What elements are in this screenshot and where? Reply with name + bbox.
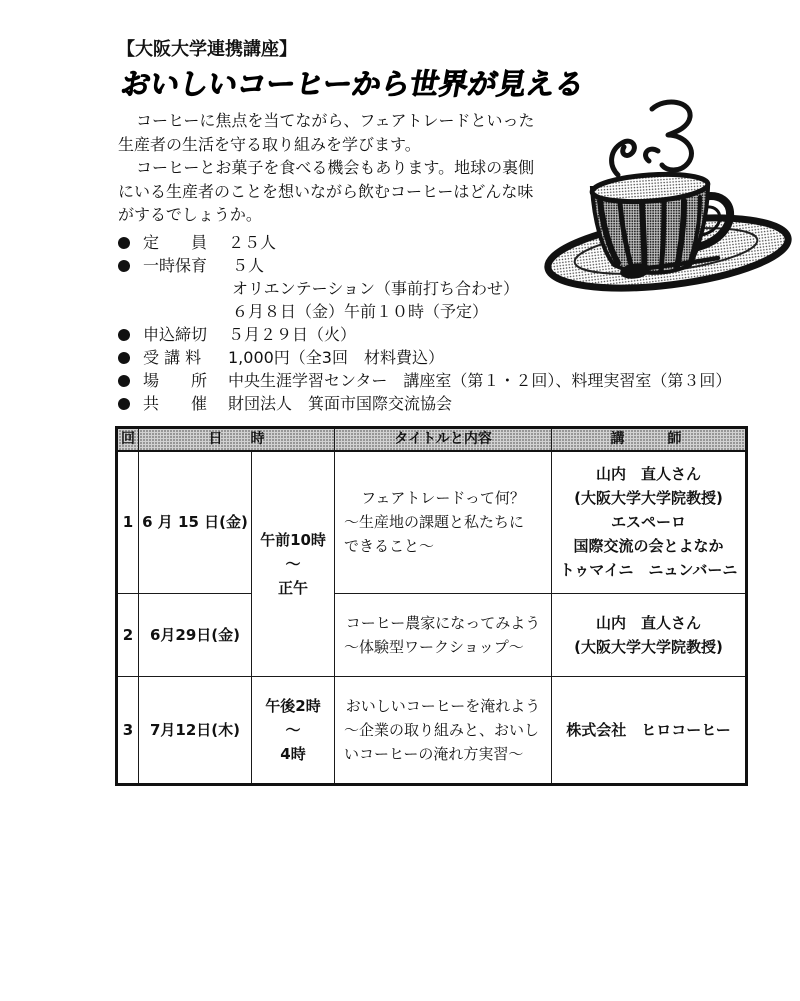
header-lecturer: 講 師 — [552, 428, 747, 451]
time-line: 午前10時 — [260, 530, 326, 549]
lecturer-line: (大阪大学大学院教授) — [574, 489, 723, 508]
header-datetime: 日 時 — [139, 428, 335, 451]
detail-label: 定 員 — [143, 233, 208, 252]
detail-capacity — [115, 231, 755, 254]
session-subtitle-line: ～体験型ワークショップ～ — [344, 638, 524, 656]
session-date: 6月29日(金) — [139, 594, 252, 677]
steam-swirl — [646, 149, 658, 161]
intro-line: コーヒーに焦点を当てながら、フェアトレードといった — [136, 111, 535, 130]
session-date: 7月12日(木) — [139, 677, 252, 785]
steam — [612, 102, 692, 175]
detail-note-text: ６月８日（金）午前１０時（予定） — [232, 302, 489, 321]
detail-fee — [115, 346, 755, 369]
lecturer-line: エスペーロ — [610, 513, 686, 532]
session-content — [335, 677, 552, 785]
bullet-icon — [118, 329, 130, 341]
table-row — [117, 594, 747, 677]
session-lecturer — [552, 594, 747, 677]
course-tag: 【大阪大学連携講座】 — [117, 39, 297, 60]
header-no: 回 — [117, 428, 139, 451]
steam-swirl — [612, 141, 635, 175]
header-content: タイトルと内容 — [335, 428, 552, 451]
time-line: ～ — [285, 721, 301, 739]
table-row — [117, 677, 747, 785]
session-content — [335, 451, 552, 594]
session-time — [252, 677, 335, 785]
detail-venue — [115, 369, 755, 392]
session-subtitle-line: できること～ — [344, 537, 435, 556]
course-details — [115, 231, 755, 417]
session-lecturer — [552, 677, 747, 785]
time-line: ～ — [285, 554, 301, 573]
lecturer-line: トゥマイニ ニュンバーニ — [559, 561, 738, 580]
intro-line: 生産者の生活を守る取り組みを学びます。 — [118, 134, 421, 154]
time-line: 正午 — [277, 578, 308, 597]
intro-line: がするでしょうか。 — [118, 205, 262, 224]
lecturer-line: 株式会社 ヒロコーヒー — [566, 721, 731, 739]
bullet-icon — [118, 260, 130, 272]
session-subtitle-line: いコーヒーの淹れ方実習～ — [344, 745, 524, 763]
session-date: 6 月 15 日(金) — [139, 451, 252, 594]
detail-value: ５月２９日（火） — [228, 325, 357, 344]
detail-deadline — [115, 323, 755, 346]
session-title: おいしいコーヒーを淹れよう — [345, 697, 541, 715]
lecturer-line: 国際交流の会とよなか — [573, 537, 724, 556]
session-content — [335, 594, 552, 677]
detail-value: ５人 — [232, 256, 265, 275]
bullet-icon — [118, 352, 130, 364]
session-number: 1 — [117, 451, 139, 594]
detail-label: 場 所 — [143, 371, 208, 390]
session-subtitle-line: ～生産地の課題と私たちに — [344, 513, 525, 532]
detail-value: ２５人 — [228, 233, 277, 252]
detail-childcare — [115, 254, 755, 277]
steam-swirl — [652, 102, 691, 170]
detail-note — [115, 300, 755, 323]
session-title: フェアトレードって何？ — [361, 489, 525, 508]
bullet-icon — [118, 237, 130, 249]
lecturer-line: (大阪大学大学院教授) — [574, 638, 723, 656]
detail-cosponsor — [115, 392, 755, 415]
lecturer-line: 山内 直人さん — [595, 614, 701, 632]
bullet-icon — [118, 375, 130, 387]
lecturer-line: 山内 直人さん — [595, 465, 701, 484]
schedule-table — [115, 426, 748, 786]
detail-value: 1,000円（全3回 材料費込） — [228, 348, 444, 367]
detail-label: 申込締切 — [143, 325, 208, 344]
detail-label: 一時保育 — [143, 256, 208, 275]
detail-label: 受 講 料 — [143, 348, 202, 367]
session-number: 3 — [117, 677, 139, 785]
session-number: 2 — [117, 594, 139, 677]
table-header-row — [117, 428, 747, 451]
detail-value: 財団法人 箕面市国際交流協会 — [228, 394, 453, 413]
page-title: おいしいコーヒーから世界が見える — [118, 67, 588, 101]
bullet-icon — [118, 398, 130, 410]
detail-note — [115, 277, 755, 300]
detail-note-text: オリエンテーション（事前打ち合わせ） — [232, 279, 520, 298]
session-subtitle-line: ～企業の取り組みと、おいし — [344, 721, 540, 739]
detail-value: 中央生涯学習センター 講座室（第１・２回）、料理実習室（第３回） — [228, 371, 732, 390]
table-row — [117, 451, 747, 594]
session-title: コーヒー農家になってみよう — [345, 614, 541, 632]
time-line: 4時 — [280, 745, 306, 763]
session-time — [252, 451, 335, 677]
intro-line: にいる生産者のことを想いながら飲むコーヒーはどんな味 — [118, 181, 534, 201]
time-line: 午後2時 — [265, 697, 321, 715]
intro-line: コーヒーとお菓子を食べる機会もあります。地球の裏側 — [136, 158, 535, 177]
detail-label: 共 催 — [143, 394, 208, 413]
session-lecturer — [552, 451, 747, 594]
intro-paragraph — [118, 109, 558, 227]
